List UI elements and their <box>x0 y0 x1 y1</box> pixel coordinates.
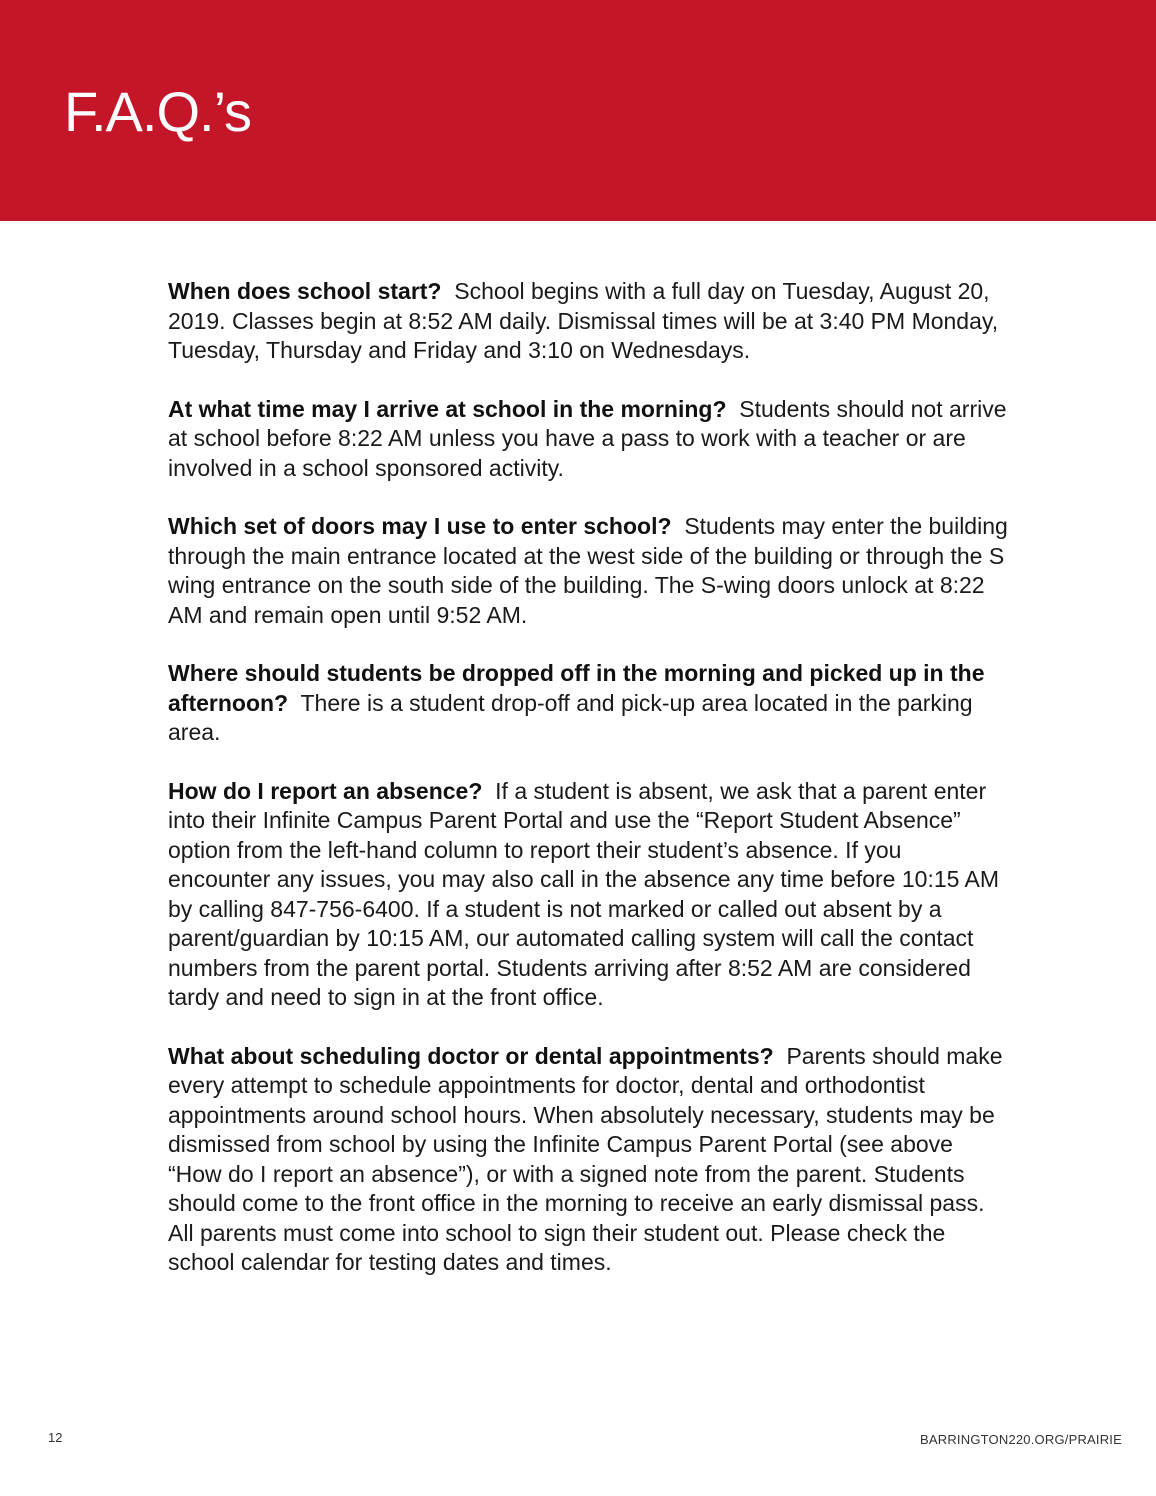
faq-answer: Students should not arrive at school before 8:22 AM unless you have a pass to work with a teacher or are involved in a school sponsored activity. <box>168 395 1007 481</box>
faq-answer: There is a student drop-off and pick-up area located in the parking area. <box>168 689 973 745</box>
faq-question: What about scheduling doctor or dental appointments? <box>168 1042 774 1069</box>
faq-answer: If a student is absent, we ask that a parent enter into their Infinite Campus Parent Portal and use the “Report Student Absence” option from the left-hand column to report their student’s absence. If you encounter any issues, you may also call in the absence any time before 10:15 AM by calling 847-756-6400. If a student is not marked or called out absent by a parent/guardian by 10:15 AM, our automated calling system will call the contact numbers from the parent portal. Students arriving after 8:52 AM are considered tardy and need to sign in at the front office. <box>168 777 1000 1010</box>
faq-answer: Parents should make every attempt to schedule appointments for doctor, dental and orthodontist appointments around school hours. When absolutely necessary, students may be dismissed from school by using the Infinite Campus Parent Portal (see above “How do I report an absence”), or with a signed note from the parent. Students should come to the front office in the morning to receive an early dismissal pass. All parents must come into school to sign their student out. Please check the school calendar for testing dates and times. <box>168 1042 1003 1275</box>
header-band <box>0 0 1156 221</box>
faq-item <box>168 277 1008 366</box>
faq-item <box>168 659 1008 748</box>
faq-question: How do I report an absence? <box>168 777 483 804</box>
faq-answer: School begins with a full day on Tuesday, August 20, 2019. Classes begin at 8:52 AM daily. Dismissal times will be at 3:40 PM Monday, Tuesday, Thursday and Friday and 3:10 on Wednesdays. <box>168 278 999 363</box>
page-number: 12 <box>48 1430 63 1445</box>
faq-question: Where should students be dropped off in the morning and picked up in the afternoon? <box>168 660 985 716</box>
faq-answer: Students may enter the building through the main entrance located at the west side of the building or through the S wing entrance on the south side of the building. The S-wing doors unlock at 8:22 AM and remain open until 9:52 AM. <box>168 513 1008 628</box>
faq-item <box>168 777 1008 1013</box>
page-title: F.A.Q.’s <box>64 80 252 143</box>
faq-item <box>168 512 1008 630</box>
faq-question: At what time may I arrive at school in the morning? <box>168 395 727 422</box>
faq-question: When does school start? <box>168 278 442 304</box>
footer-url: BARRINGTON220.ORG/PRAIRIE <box>920 1432 1122 1447</box>
faq-list <box>168 277 1008 1307</box>
faq-item <box>168 1042 1008 1278</box>
faq-question: Which set of doors may I use to enter school? <box>168 513 672 539</box>
faq-item <box>168 395 1008 484</box>
